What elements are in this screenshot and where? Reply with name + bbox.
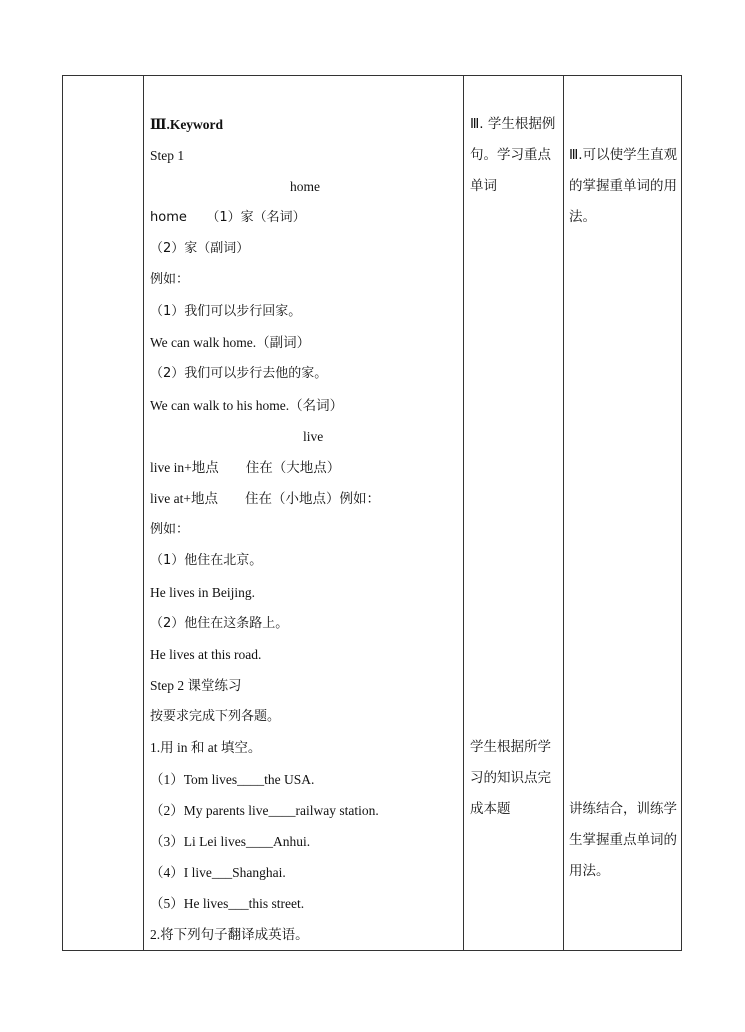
content-line: 例如： [150,522,190,537]
exercise-item: （5）He lives___this street. [150,896,305,911]
content-line: He lives in Beijing. [150,585,255,600]
word-home-heading: home [290,179,320,194]
content-line: （1）他住在北京。 [150,553,263,568]
exercise-item: （3）Li Lei lives____Anhui. [150,834,311,849]
content-line: （2）我们可以步行去他的家。 [150,366,328,381]
content-line: He lives at this road. [150,647,262,662]
content-line: （2）家（副词） [150,241,250,256]
teaching-content-column [150,76,460,950]
content-line: （1）我们可以步行回家。 [150,304,302,319]
content-line: 按要求完成下列各题。 [150,709,281,724]
purpose-2: 讲练结合，训练学生掌握重点单词的用法。 [569,801,677,879]
exercise-2-instruction: 2.将下列句子翻译成英语。 [150,927,309,942]
step2-label: Step 2 课堂练习 [150,678,242,693]
blank-column [63,76,143,950]
exercise-item: （1）Tom lives____the USA. [150,772,315,787]
column-divider [143,76,144,950]
content-line: home （1）家（名词） [150,210,306,225]
step1-label: Step 1 [150,148,185,163]
lesson-table [62,75,682,951]
student-activity-2: 学生根据所学习的知识点完成本题 [470,739,551,817]
exercise-1-instruction: 1.用 in 和 at 填空。 [150,740,262,755]
content-line: （2）他住在这条路上。 [150,616,289,631]
content-line: 例如： [150,272,190,287]
column-divider [463,76,464,950]
purpose-1: Ⅲ.可以使学生直观的掌握重单词的用法。 [569,147,678,225]
content-line: We can walk home.（副词） [150,335,311,350]
exercise-item: （2）My parents live____railway station. [150,803,379,818]
word-live-heading: live [303,429,324,444]
column-divider [563,76,564,950]
student-activity-1: Ⅲ. 学生根据例句。学习重点单词 [470,116,556,194]
content-line: live in+地点 住在（大地点） [150,460,341,475]
content-line: We can walk to his home.（名词） [150,398,344,413]
content-line: live at+地点 住在（小地点）例如： [150,491,380,506]
keyword-heading: Ⅲ.Keyword [150,117,224,132]
exercise-item: （4）I live___Shanghai. [150,865,286,880]
